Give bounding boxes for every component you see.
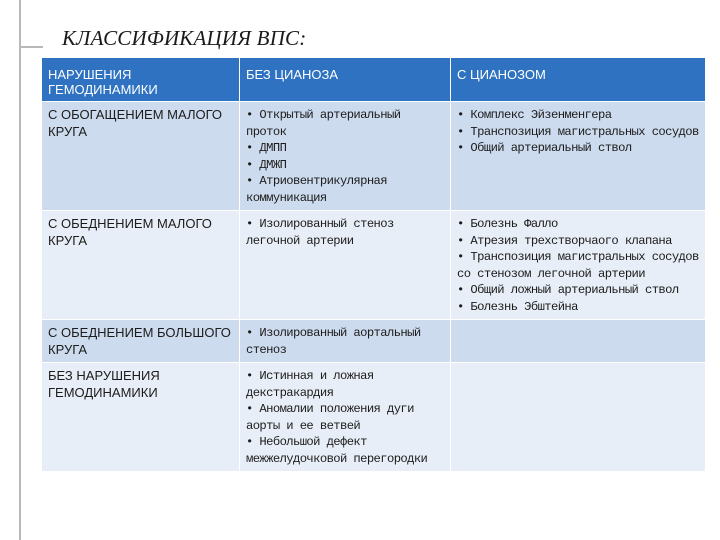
list-item: • Общий артериальный ствол xyxy=(457,141,632,155)
row-category: С ОБЕДНЕНИЕМ МАЛОГО КРУГА xyxy=(42,211,240,320)
row-category: БЕЗ НАРУШЕНИЯ ГЕМОДИНАМИКИ xyxy=(42,363,240,472)
classification-table xyxy=(41,57,706,472)
without-cyanosis-cell xyxy=(240,211,451,320)
row-category: С ОБЕДНЕНИЕМ БОЛЬШОГО КРУГА xyxy=(42,320,240,363)
list-item: • Изолированный аортальный стеноз xyxy=(246,326,421,357)
list-item: • Болезнь Фалло xyxy=(457,217,558,231)
without-cyanosis-cell xyxy=(240,363,451,472)
decorative-vertical-line xyxy=(19,0,21,540)
list-item: • Транспозиция магистральных сосудов xyxy=(457,124,699,139)
table-row xyxy=(42,211,706,320)
list-item: • Атриовентрикулярная коммуникация xyxy=(246,174,387,205)
with-cyanosis-cell xyxy=(451,211,706,320)
list-item: • Истинная и ложная декстракардия xyxy=(246,369,374,400)
list-item: • ДМПП xyxy=(246,141,287,155)
with-cyanosis-cell xyxy=(451,363,706,472)
header-without-cyanosis: БЕЗ ЦИАНОЗА xyxy=(240,58,451,102)
table-row xyxy=(42,102,706,211)
list-item: • Аномалии положения дуги аорты и ее ветвей xyxy=(246,402,414,433)
list-item: • Болезнь Эбштейна xyxy=(457,299,578,314)
list-item: • Комплекс Эйзенменгера xyxy=(457,108,612,122)
list-item: • Атрезия трехстворчаого клапана xyxy=(457,233,672,248)
table-row xyxy=(42,320,706,363)
header-row xyxy=(42,58,706,102)
list-item: • Изолированный стеноз легочной артерии xyxy=(246,217,394,248)
list-item: • Небольшой дефект межжелудочковой перегородки xyxy=(246,435,428,466)
header-with-cyanosis: С ЦИАНОЗОМ xyxy=(451,58,706,102)
list-item: • ДМЖП xyxy=(246,157,287,172)
row-category: С ОБОГАЩЕНИЕМ МАЛОГО КРУГА xyxy=(42,102,240,211)
without-cyanosis-cell xyxy=(240,102,451,211)
list-item: • Общий ложный артериальный ствол xyxy=(457,283,679,297)
table-row xyxy=(42,363,706,472)
decorative-horizontal-line xyxy=(19,46,43,48)
with-cyanosis-cell xyxy=(451,102,706,211)
slide-title: КЛАССИФИКАЦИЯ ВПС: xyxy=(62,26,307,50)
header-hemodynamics: НАРУШЕНИЯ ГЕМОДИНАМИКИ xyxy=(42,58,240,102)
list-item: • Транспозиция магистральных сосудов со стенозом легочной артерии xyxy=(457,250,699,281)
list-item: • Открытый артериальный проток xyxy=(246,108,401,139)
with-cyanosis-cell xyxy=(451,320,706,363)
without-cyanosis-cell xyxy=(240,320,451,363)
